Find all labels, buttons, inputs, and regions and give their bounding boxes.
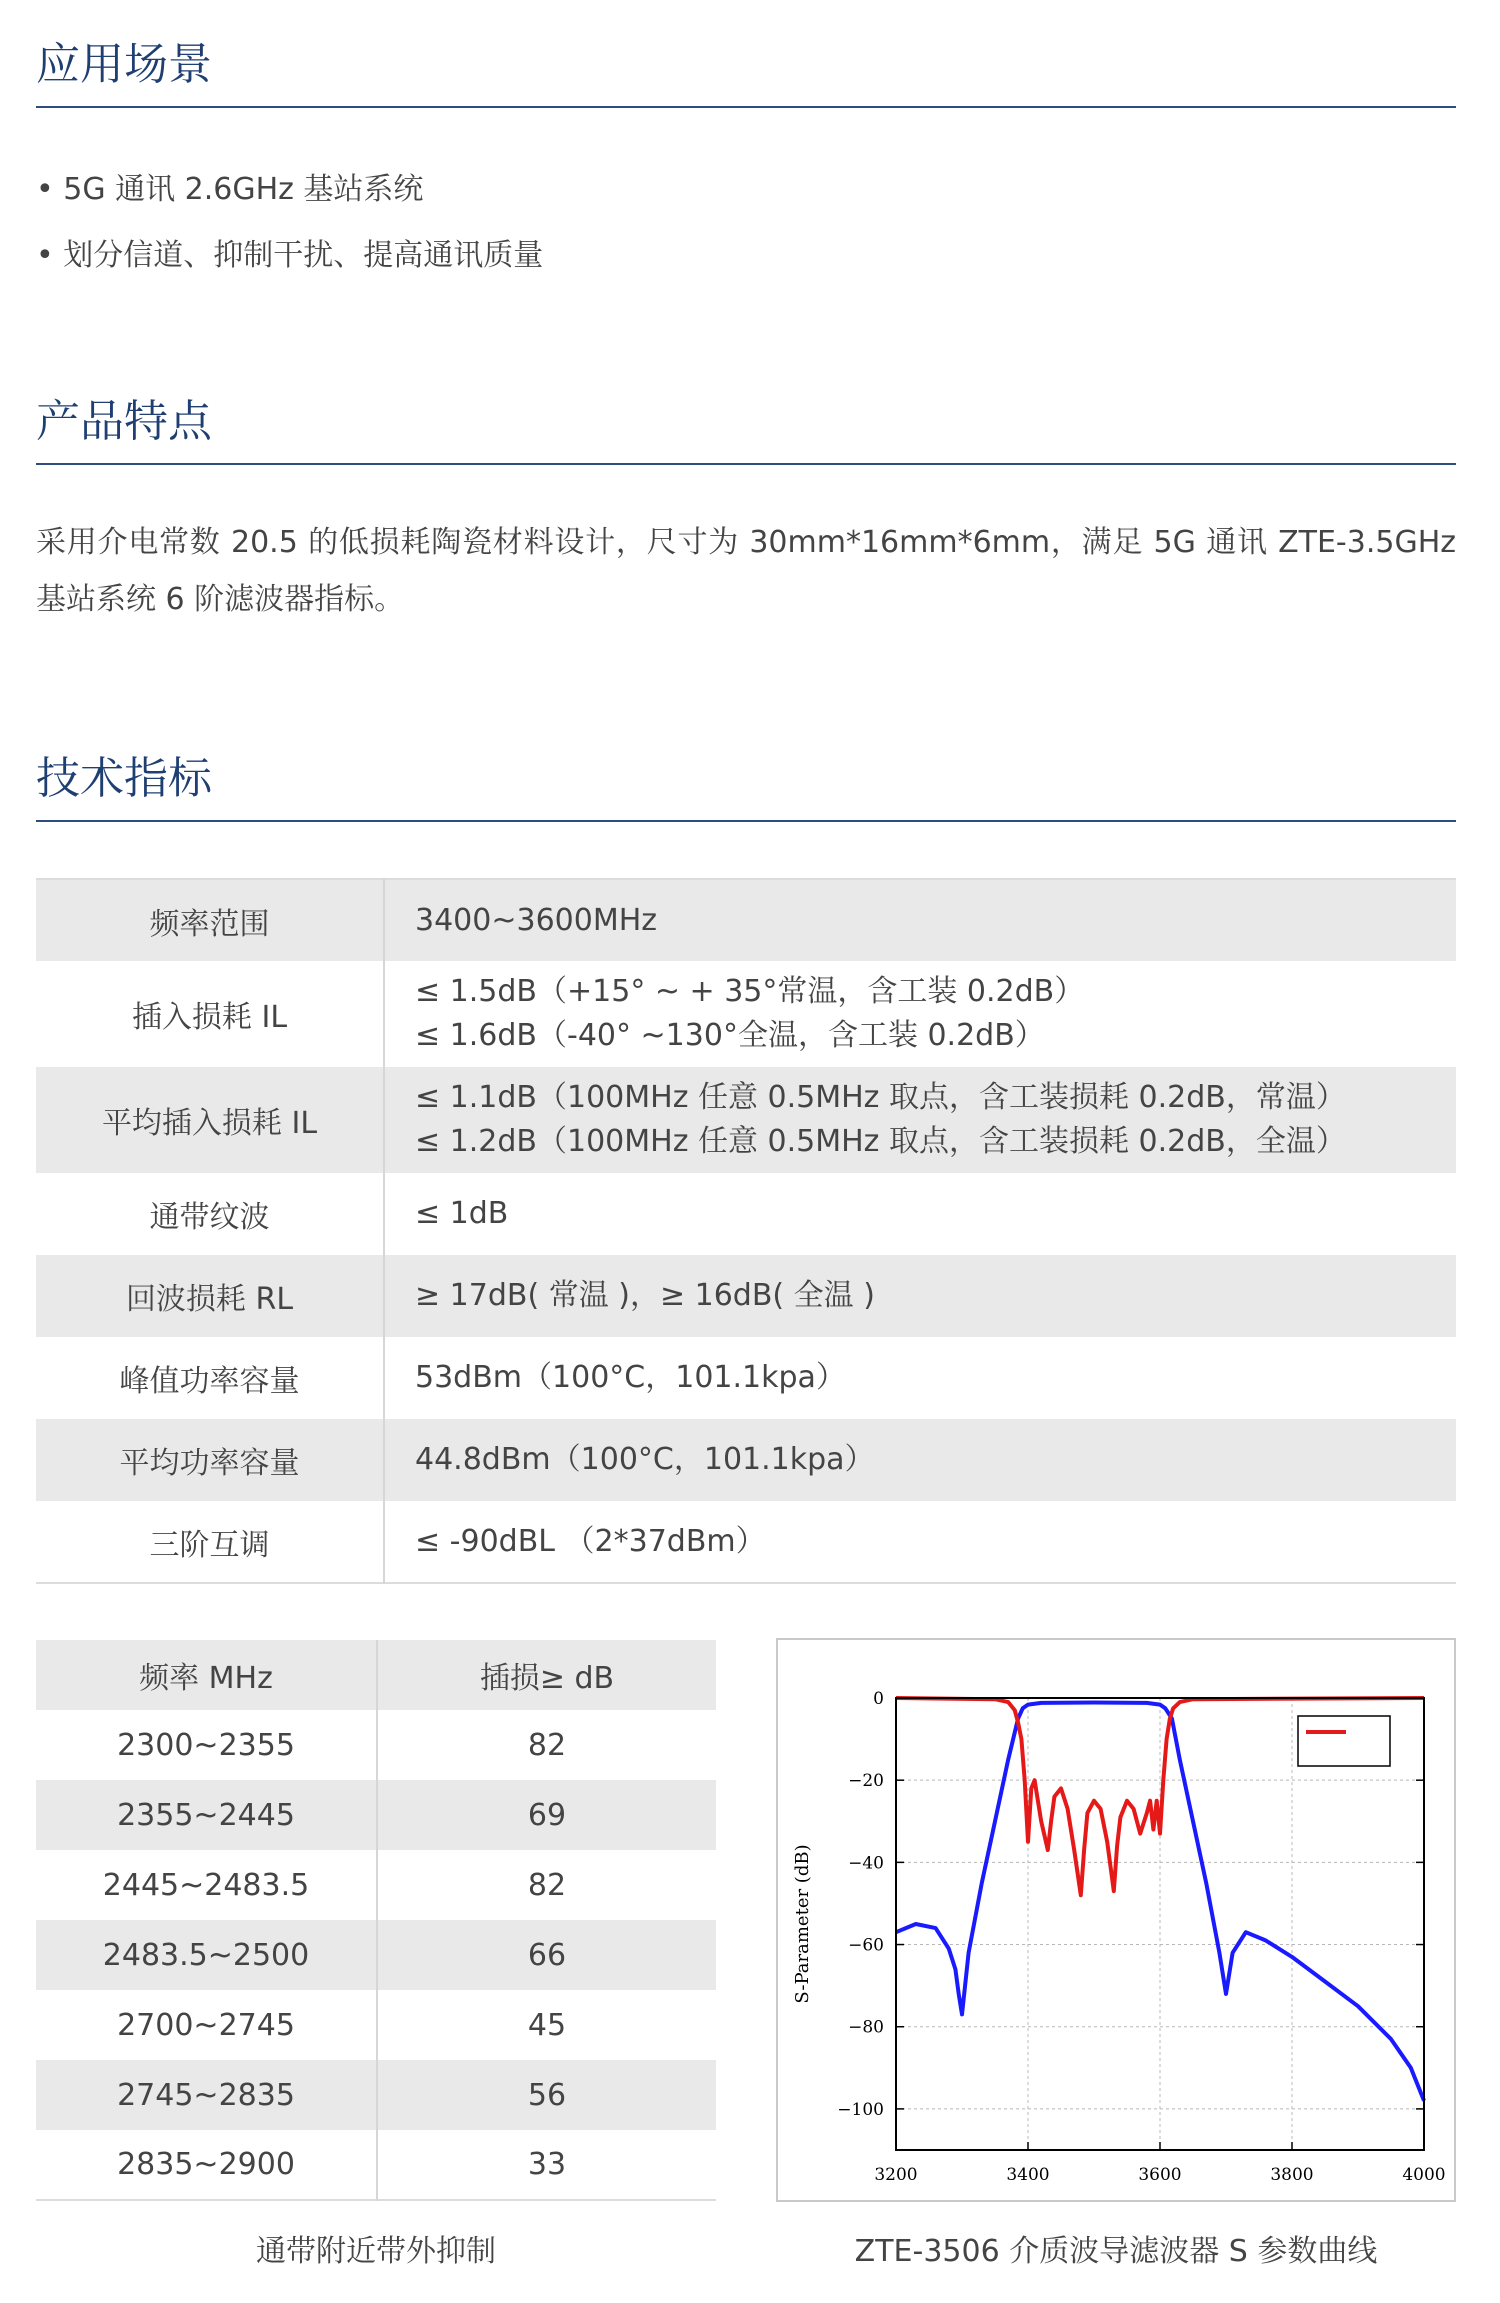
spec-label: 通带纹波 xyxy=(36,1173,384,1255)
spec-row xyxy=(36,1501,1456,1583)
table-row xyxy=(36,2130,716,2200)
table-row xyxy=(36,1990,716,2060)
rejection-value: 33 xyxy=(527,2147,567,2182)
table-row xyxy=(36,1850,716,1920)
y-tick-label: −40 xyxy=(848,1853,884,1874)
section-title-specs: 技术指标 xyxy=(36,742,1456,822)
rejection-frequency: 2700~2745 xyxy=(36,1990,377,2060)
chart-svg xyxy=(778,1640,1454,2200)
rejection-frequency: 2300~2355 xyxy=(36,1710,377,1780)
rejection-value: 82 xyxy=(527,1727,567,1763)
rejection-frequency: 2483.5~2500 xyxy=(36,1920,377,1990)
y-tick-label: −20 xyxy=(848,1771,884,1792)
spec-value: 53dBm（100°C，101.1kpa） xyxy=(415,1360,846,1395)
spec-label: 频率范围 xyxy=(36,879,384,961)
spec-row xyxy=(36,879,1456,961)
spec-table xyxy=(36,878,1456,1584)
x-tick-label: 3800 xyxy=(1270,2165,1314,2185)
y-axis-label: S-Parameter (dB) xyxy=(792,1844,813,2004)
rejection-value: 82 xyxy=(527,1867,567,1903)
rejection-value: 69 xyxy=(377,1780,716,1850)
spec-row xyxy=(36,961,1456,1067)
x-tick-label: 4000 xyxy=(1402,2165,1446,2185)
table-row xyxy=(36,1710,716,1780)
spec-row xyxy=(36,1173,1456,1255)
spec-value: ≤ 1.5dB（+15° ~ + 35°常温，含工装 0.2dB） ≤ 1.6dB（-40° ~130°全温，含工装 0.2dB） xyxy=(415,974,1085,1053)
y-tick-label: −60 xyxy=(848,1935,884,1956)
rejection-frequency: 2835~2900 xyxy=(36,2130,377,2200)
features-paragraph: 采用介电常数 20.5 的低损耗陶瓷材料设计，尺寸为 30mm*16mm*6mm，满足 5G 通讯 ZTE-3.5GHz 基站系统 6 阶滤波器指标。 xyxy=(36,525,1456,617)
spec-label: 峰值功率容量 xyxy=(36,1337,384,1419)
section-title-application: 应用场景 xyxy=(36,28,1456,108)
spec-value: ≤ -90dBL （2*37dBm） xyxy=(415,1523,766,1559)
spec-value: ≥ 17dB( 常温 )，≥ 16dB( 全温 ) xyxy=(384,1255,1456,1337)
rejection-value: 56 xyxy=(377,2060,716,2130)
y-tick-label: −100 xyxy=(837,2099,884,2120)
x-tick-label: 3200 xyxy=(874,2165,918,2185)
table-row xyxy=(36,1780,716,1850)
legend-box xyxy=(1298,1716,1390,1766)
spec-value: ≤ 1dB xyxy=(415,1196,509,1231)
chart-caption: ZTE-3506 介质波导滤波器 S 参数曲线 xyxy=(854,2234,1378,2269)
spec-row xyxy=(36,1337,1456,1419)
spec-label: 回波损耗 RL xyxy=(36,1255,384,1337)
rejection-header-frequency: 频率 MHz xyxy=(36,1640,377,1710)
rejection-caption: 通带附近带外抑制 xyxy=(256,2234,496,2269)
spec-value: ≤ 1.1dB（100MHz 任意 0.5MHz 取点，含工装损耗 0.2dB，常温） ≤ 1.2dB（100MHz 任意 0.5MHz 取点，含工装损耗 0.2dB，全温） xyxy=(384,1067,1456,1173)
y-tick-label: 0 xyxy=(873,1689,884,1709)
s-parameter-chart xyxy=(776,1638,1456,2202)
application-bullet-2: • 划分信道、抑制干扰、提高通讯质量 xyxy=(36,238,544,273)
spec-label: 插入损耗 IL xyxy=(36,961,384,1067)
spec-row xyxy=(36,1067,1456,1173)
table-row xyxy=(36,1920,716,1990)
section-title-features: 产品特点 xyxy=(36,385,1456,465)
spec-row xyxy=(36,1419,1456,1501)
rejection-table xyxy=(36,1640,716,2201)
rejection-header-loss: 插损≥ dB xyxy=(377,1640,716,1710)
table-row xyxy=(36,2060,716,2130)
rejection-header-row xyxy=(36,1640,716,1710)
spec-row xyxy=(36,1255,1456,1337)
spec-label: 三阶互调 xyxy=(36,1501,384,1583)
spec-label: 平均功率容量 xyxy=(36,1419,384,1501)
spec-label: 平均插入损耗 IL xyxy=(36,1067,384,1173)
spec-value: 3400~3600MHz xyxy=(384,879,1456,961)
rejection-value: 66 xyxy=(377,1920,716,1990)
x-tick-label: 3600 xyxy=(1138,2165,1182,2185)
rejection-frequency: 2355~2445 xyxy=(36,1780,377,1850)
application-bullet-1: • 5G 通讯 2.6GHz 基站系统 xyxy=(36,172,424,207)
spec-value: 44.8dBm（100°C，101.1kpa） xyxy=(384,1419,1456,1501)
x-tick-label: 3400 xyxy=(1006,2165,1050,2185)
rejection-frequency: 2445~2483.5 xyxy=(36,1850,377,1920)
y-tick-label: −80 xyxy=(848,2017,884,2038)
rejection-frequency: 2745~2835 xyxy=(36,2060,377,2130)
rejection-value: 45 xyxy=(527,2007,567,2043)
